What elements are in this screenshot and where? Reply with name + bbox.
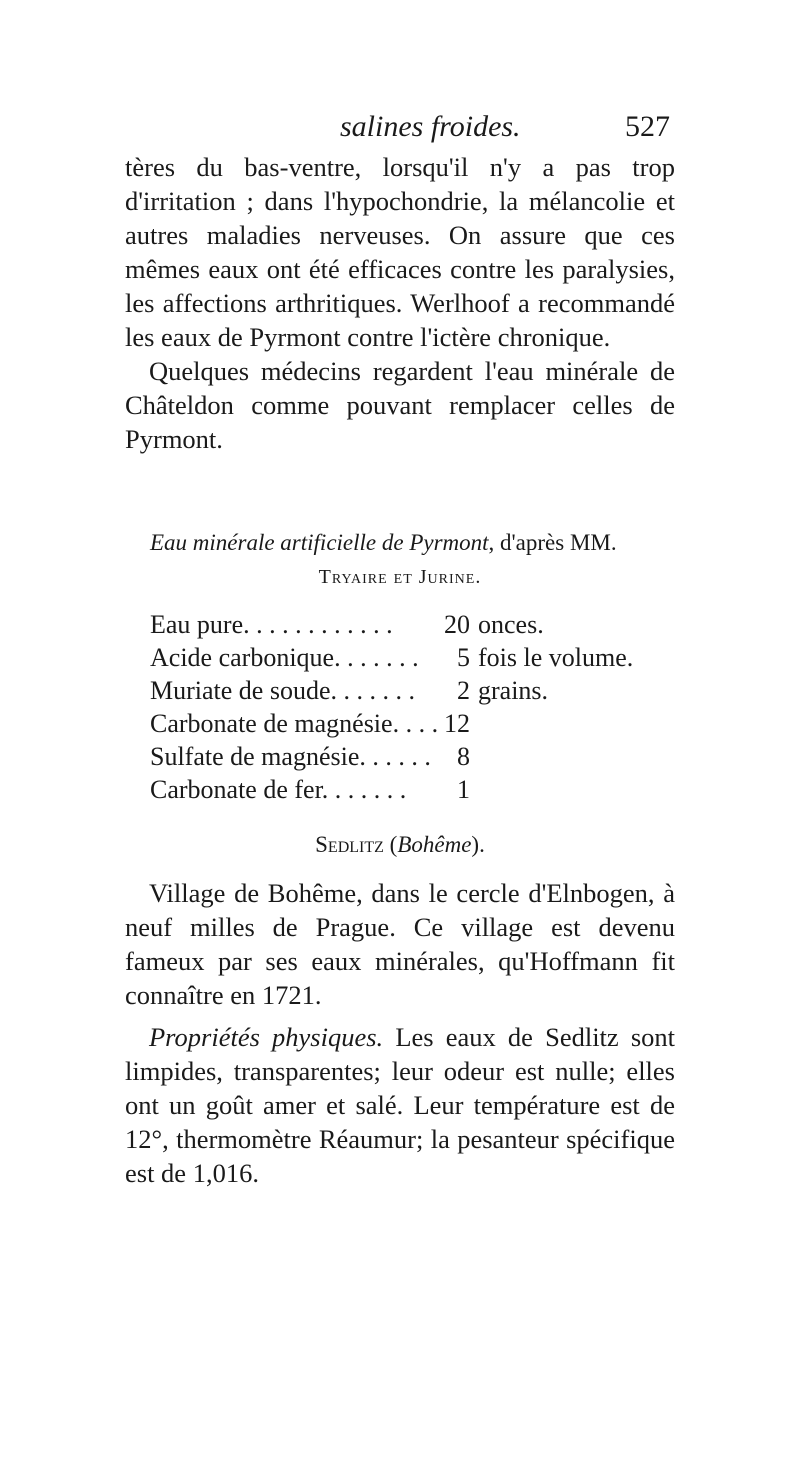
section-close: ). [471,832,485,857]
section-heading [0,832,800,858]
ingredient-name: Carbonate de fer. . . . . . . [150,775,407,804]
sedlitz-description [125,876,675,1012]
ingredient-row [150,775,750,808]
ingredient-name: Carbonate de magnésie. . . . [150,709,439,738]
paragraph-chateldon: Quelques médecins regardent l'eau minérale de Châteldon comme pouvant remplacer celles de Pyrmont. [125,356,675,454]
ingredient-quantity: 1 [457,775,470,804]
ingredient-row [150,676,750,709]
ingredient-name: Muriate de soude. . . . . . . [150,676,416,705]
page-header [0,110,800,146]
ingredient-row [150,643,750,676]
ingredient-quantity: 12 [444,709,470,738]
page-number: 527 [625,110,670,143]
recipe-title [150,526,710,560]
ingredient-row [150,610,750,643]
physical-properties [125,1020,675,1190]
ingredient-quantity: 8 [457,742,470,771]
recipe-authors: Tryaire et Jurine. [318,566,482,588]
ingredient-name: Acide carbonique. . . . . . . [150,643,419,672]
ingredient-row [150,709,750,742]
ingredient-quantity: 2 [457,676,470,705]
ingredient-name: Eau pure. . . . . . . . . . . . [150,610,393,639]
section-region: Bohême [397,832,472,857]
properties-text: Les eaux de Sedlitz sont limpides, transparentes; leur odeur est nulle; elles ont un goût amer et salé. Leur température est de 12°, thermomètre Réaumur; la pesanteur spécifique est de 1,016. [125,1022,676,1188]
ingredient-quantity: 20 [444,610,470,639]
ingredient-unit: fois le volume. [478,643,634,672]
recipe-title-suffix: , d'après MM. [488,530,617,555]
section-open: ( [383,832,398,857]
ingredient-list [150,610,750,808]
opening-text [125,150,675,456]
running-title: salines froides. [340,110,521,143]
ingredient-unit: grains. [478,676,549,705]
properties-label: Propriétés physiques. [149,1022,384,1052]
paragraph-village: Village de Bohême, dans le cercle d'Elnbogen, à neuf milles de Prague. Ce village est devenu fameux par ses eaux minérales, qu'Hoffmann fit connaître en 1721. [125,878,675,1010]
section-name: Sedlitz [315,832,384,857]
ingredient-name: Sulfate de magnésie. . . . . . [150,742,431,771]
paragraph-properties [125,1020,675,1190]
ingredient-quantity: 5 [457,643,470,672]
recipe-title-main: Eau minérale artificielle de Pyrmont [150,530,489,555]
ingredient-unit: onces. [478,610,544,639]
paragraph-continued: tères du bas-ventre, lorsqu'il n'y a pas trop d'irritation ; dans l'hypochondrie, la mélancolie et autres maladies nerveuses. On assure que ces mêmes eaux ont été efficaces contre les paralysies, les affections arthritiques. Werlhoof a recommandé les eaux de Pyrmont contre l'ictère chronique. [125,152,675,352]
ingredient-row [150,742,750,775]
